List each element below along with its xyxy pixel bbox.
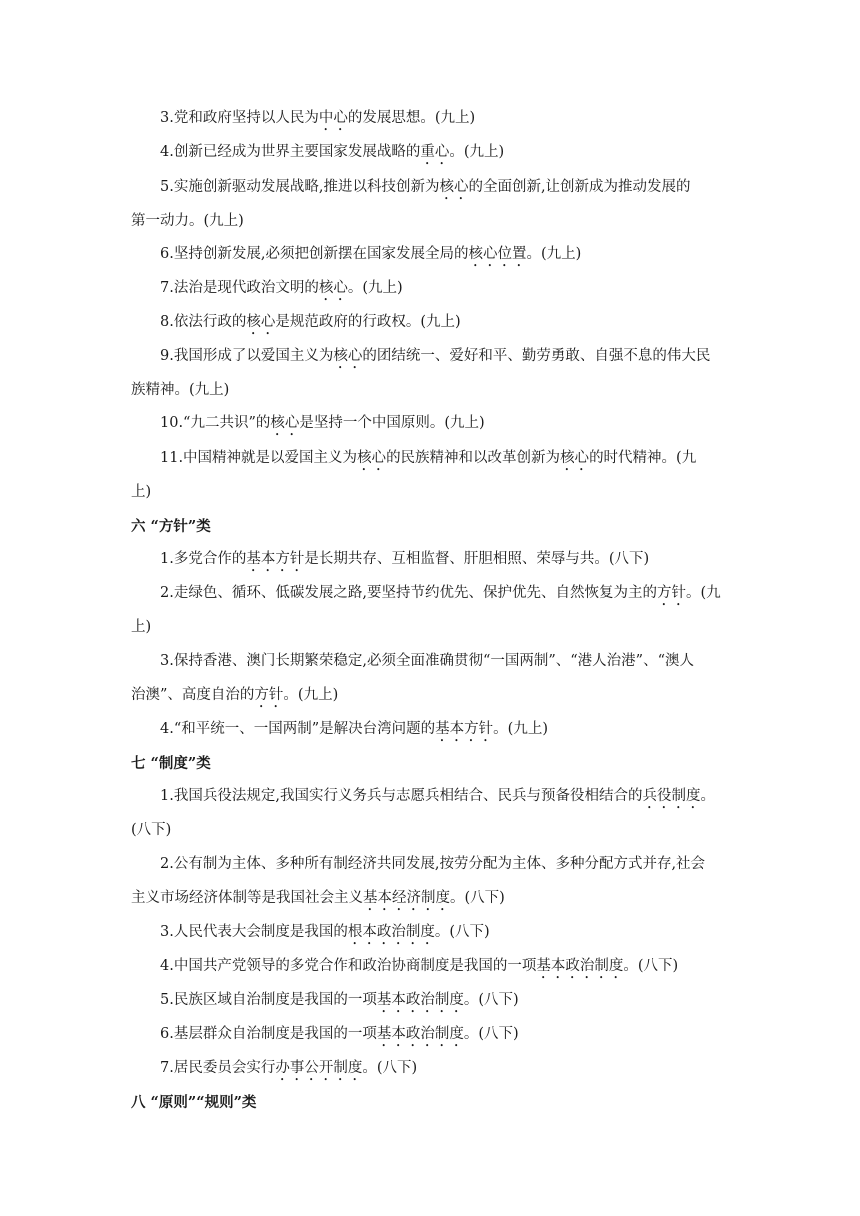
emphasized-term: 核心 <box>439 179 469 195</box>
text-segment: 治澳”、高度自治的 <box>131 687 255 703</box>
text-line <box>160 652 694 670</box>
text-segment: 。(九上) <box>526 246 582 262</box>
emphasized-term: 核心位置 <box>468 246 527 262</box>
text-segment: 2.公有制为主体、多种所有制经济共同发展,按劳分配为主体、多种分配方式并存,社会 <box>160 856 706 872</box>
emphasized-term: 基本政治制度 <box>536 958 624 974</box>
text-line <box>160 584 721 609</box>
text-segment: 5.民族区域自治制度是我国的一项 <box>160 992 377 1008</box>
text-segment: 是长期共存、互相监督、肝胆相照、荣辱与共。(八下) <box>304 551 650 567</box>
text-segment: 。(九上) <box>449 144 505 160</box>
text-line <box>160 720 548 745</box>
text-line <box>160 245 581 270</box>
text-segment: 3.党和政府坚持以人民为 <box>160 110 319 126</box>
text-segment: 。(八下) <box>434 924 490 940</box>
text-segment: 上) <box>131 619 152 635</box>
text-segment: 。(九 <box>685 585 721 601</box>
text-segment: 3.人民代表大会制度是我国的 <box>160 924 348 940</box>
text-segment: 。(九上) <box>347 280 403 296</box>
emphasized-term: 核心 <box>357 450 387 466</box>
emphasized-term: 重心 <box>420 144 450 160</box>
emphasized-term: 核心 <box>318 280 348 296</box>
text-segment: 4.中国共产党领导的多党合作和政治协商制度是我国的一项 <box>160 958 537 974</box>
text-segment: 。(八下) <box>463 1026 519 1042</box>
text-line <box>160 550 649 575</box>
emphasized-term: 基本政治制度 <box>376 1026 464 1042</box>
emphasized-term: 方针 <box>254 687 284 703</box>
text-segment: 4.“和平统一、一国两制”是解决台湾问题的 <box>160 721 436 737</box>
emphasized-term: 方针 <box>656 585 686 601</box>
emphasized-term: 根本政治制度 <box>347 924 435 940</box>
text-segment: 。(八下) <box>463 992 519 1008</box>
text-segment: 的民族精神和以改革创新为 <box>386 450 561 466</box>
text-segment: 。(九上) <box>283 687 339 703</box>
text-segment: 。(八下) <box>362 1060 418 1076</box>
text-line <box>160 1059 417 1084</box>
text-segment: 的时代精神。(九 <box>589 450 697 466</box>
text-segment: 主义市场经济体制等是我国社会主义 <box>131 890 363 906</box>
text-segment: 是规范政府的行政权。(九上) <box>275 314 461 330</box>
text-segment: 11.中国精神就是以爱国主义为 <box>160 450 358 466</box>
emphasized-term: 办事公开制度 <box>275 1060 363 1076</box>
text-line <box>160 143 504 168</box>
emphasized-term: 基本方针 <box>435 721 494 737</box>
section-heading <box>131 518 211 536</box>
text-segment: 族精神。(九上) <box>131 382 230 398</box>
text-line <box>160 313 461 338</box>
emphasized-term: 核心 <box>270 415 300 431</box>
text-segment: 9.我国形成了以爱国主义为 <box>160 348 334 364</box>
text-line <box>160 449 696 474</box>
text-segment: 七 “制度”类 <box>131 755 211 772</box>
text-segment: 的团结统一、爱好和平、勤劳勇敢、自强不息的伟大民 <box>362 348 711 364</box>
text-segment: 上) <box>131 484 152 500</box>
text-line <box>160 855 705 873</box>
text-segment: 。(八下) <box>623 958 679 974</box>
text-segment: 六 “方针”类 <box>131 518 211 535</box>
text-segment: 的全面创新,让创新成为推动发展的 <box>468 179 691 195</box>
text-line <box>131 821 171 839</box>
text-segment: 6.基层群众自治制度是我国的一项 <box>160 1026 377 1042</box>
text-segment: 1.我国兵役法规定,我国实行义务兵与志愿兵相结合、民兵与预备役相结合的 <box>160 788 643 804</box>
text-line <box>160 957 678 982</box>
emphasized-term: 核心 <box>246 314 276 330</box>
emphasized-term: 兵役制度 <box>642 788 701 804</box>
text-line <box>160 347 710 372</box>
text-segment: (八下) <box>131 822 172 838</box>
text-line <box>131 889 505 914</box>
text-segment: 3.保持香港、澳门长期繁荣稳定,必须全面准确贯彻“一国两制”、“港人治港”、“澳人 <box>160 653 695 669</box>
text-line <box>131 483 151 501</box>
text-line <box>131 381 229 399</box>
text-segment: 是坚持一个中国原则。(九上) <box>299 415 485 431</box>
text-line <box>160 414 485 439</box>
text-segment: 。 <box>700 788 715 804</box>
text-line <box>160 109 475 134</box>
text-line <box>131 618 151 636</box>
text-line <box>160 991 519 1016</box>
emphasized-term: 基本经济制度 <box>363 890 450 906</box>
text-segment: 1.多党合作的 <box>160 551 247 567</box>
text-segment: 。(八下) <box>450 890 505 906</box>
text-line <box>160 1025 519 1050</box>
text-segment: 4.创新已经成为世界主要国家发展战略的 <box>160 144 421 160</box>
text-segment: 7.居民委员会实行 <box>160 1060 276 1076</box>
section-heading <box>131 1094 256 1112</box>
text-segment: 10.“九二共识”的 <box>160 415 271 431</box>
text-line <box>160 279 403 304</box>
text-segment: 2.走绿色、循环、低碳发展之路,要坚持节约优先、保护优先、自然恢复为主的 <box>160 585 657 601</box>
text-line <box>131 686 338 711</box>
text-segment: 5.实施创新驱动发展战略,推进以科技创新为 <box>160 179 440 195</box>
emphasized-term: 中心 <box>318 110 348 126</box>
emphasized-term: 基本方针 <box>246 551 305 567</box>
text-segment: 8.依法行政的 <box>160 314 247 330</box>
emphasized-term: 基本政治制度 <box>376 992 464 1008</box>
text-segment: 6.坚持创新发展,必须把创新摆在国家发展全局的 <box>160 246 469 262</box>
text-segment: 的发展思想。(九上) <box>347 110 476 126</box>
emphasized-term: 核心 <box>560 450 590 466</box>
text-segment: 第一动力。(九上) <box>131 213 244 229</box>
text-line <box>160 787 715 812</box>
text-segment: 7.法治是现代政治文明的 <box>160 280 319 296</box>
text-line <box>160 923 490 948</box>
text-line <box>160 178 691 203</box>
section-heading <box>131 755 211 773</box>
text-segment: 。(九上) <box>493 721 548 737</box>
emphasized-term: 核心 <box>333 348 363 364</box>
text-line <box>131 212 244 230</box>
text-segment: 八 “原则”“规则”类 <box>131 1094 257 1111</box>
